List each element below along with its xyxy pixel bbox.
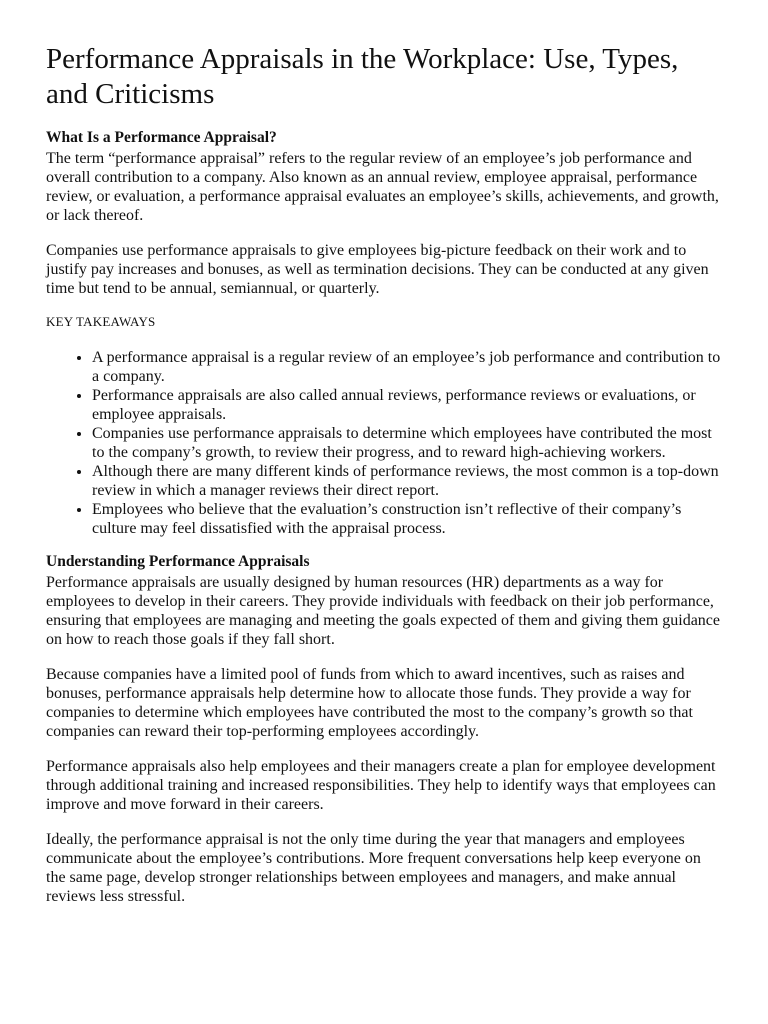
section-heading-understanding: Understanding Performance Appraisals <box>46 553 310 570</box>
list-item: • Companies use performance appraisals to determine which employees have contributed the most to the company’s growth, to review their progress, and to reward high-achieving workers. <box>92 424 722 462</box>
list-item: • Although there are many different kinds of performance reviews, the most common is a top-down review in which a manager reviews their direct report. <box>92 462 722 500</box>
paragraph: Companies use performance appraisals to give employees big-picture feedback on their work and to justify pay increases and bonuses, as well as termination decisions. They can be conducted at any given time but tend to be annual, semiannual, or quarterly. <box>46 242 709 297</box>
section-understanding <box>46 552 722 906</box>
key-takeaways-list <box>46 348 722 538</box>
paragraph: Performance appraisals also help employees and their managers create a plan for employee development through additional training and increased responsibilities. They help to identify ways that employees can improve and move forward in their careers. <box>46 758 716 813</box>
key-takeaways-label: KEY TAKEAWAYS <box>46 314 156 329</box>
paragraph: Because companies have a limited pool of funds from which to award incentives, such as raises and bonuses, performance appraisals help determine how to allocate those funds. They provide a way for companies to determine which employees have contributed the most to the company’s growth so that companies can reward their top-performing employees accordingly. <box>46 666 693 740</box>
list-item: • Employees who believe that the evaluation’s construction isn’t reflective of their company’s culture may feel dissatisfied with the appraisal process. <box>92 500 722 538</box>
paragraph: Performance appraisals are usually designed by human resources (HR) departments as a way for employees to develop in their careers. They provide individuals with feedback on their job performance, ensuring that employees are managing and meeting the goals expected of them and giving them guidance on how to reach those goals if they fall short. <box>46 574 721 648</box>
section-what-is <box>46 128 722 298</box>
section-heading-what-is: What Is a Performance Appraisal? <box>46 129 277 146</box>
paragraph: Ideally, the performance appraisal is not the only time during the year that managers and employees communicate about the employee’s contributions. More frequent conversations help keep everyone on the same page, develop stronger relationships between employees and managers, and make annual reviews less stressful. <box>46 831 701 905</box>
page-title: Performance Appraisals in the Workplace: Use, Types, and Criticisms <box>46 43 679 110</box>
key-takeaways <box>46 314 722 538</box>
list-item: • Performance appraisals are also called annual reviews, performance reviews or evaluations, or employee appraisals. <box>92 386 722 424</box>
paragraph: The term “performance appraisal” refers to the regular review of an employee’s job performance and overall contribution to a company. Also known as an annual review, employee appraisal, performance review, or evaluation, a performance appraisal evaluates an employee’s skills, achievements, and growth, or lack thereof. <box>46 150 719 224</box>
list-item: • A performance appraisal is a regular review of an employee’s job performance and contribution to a company. <box>92 348 722 386</box>
